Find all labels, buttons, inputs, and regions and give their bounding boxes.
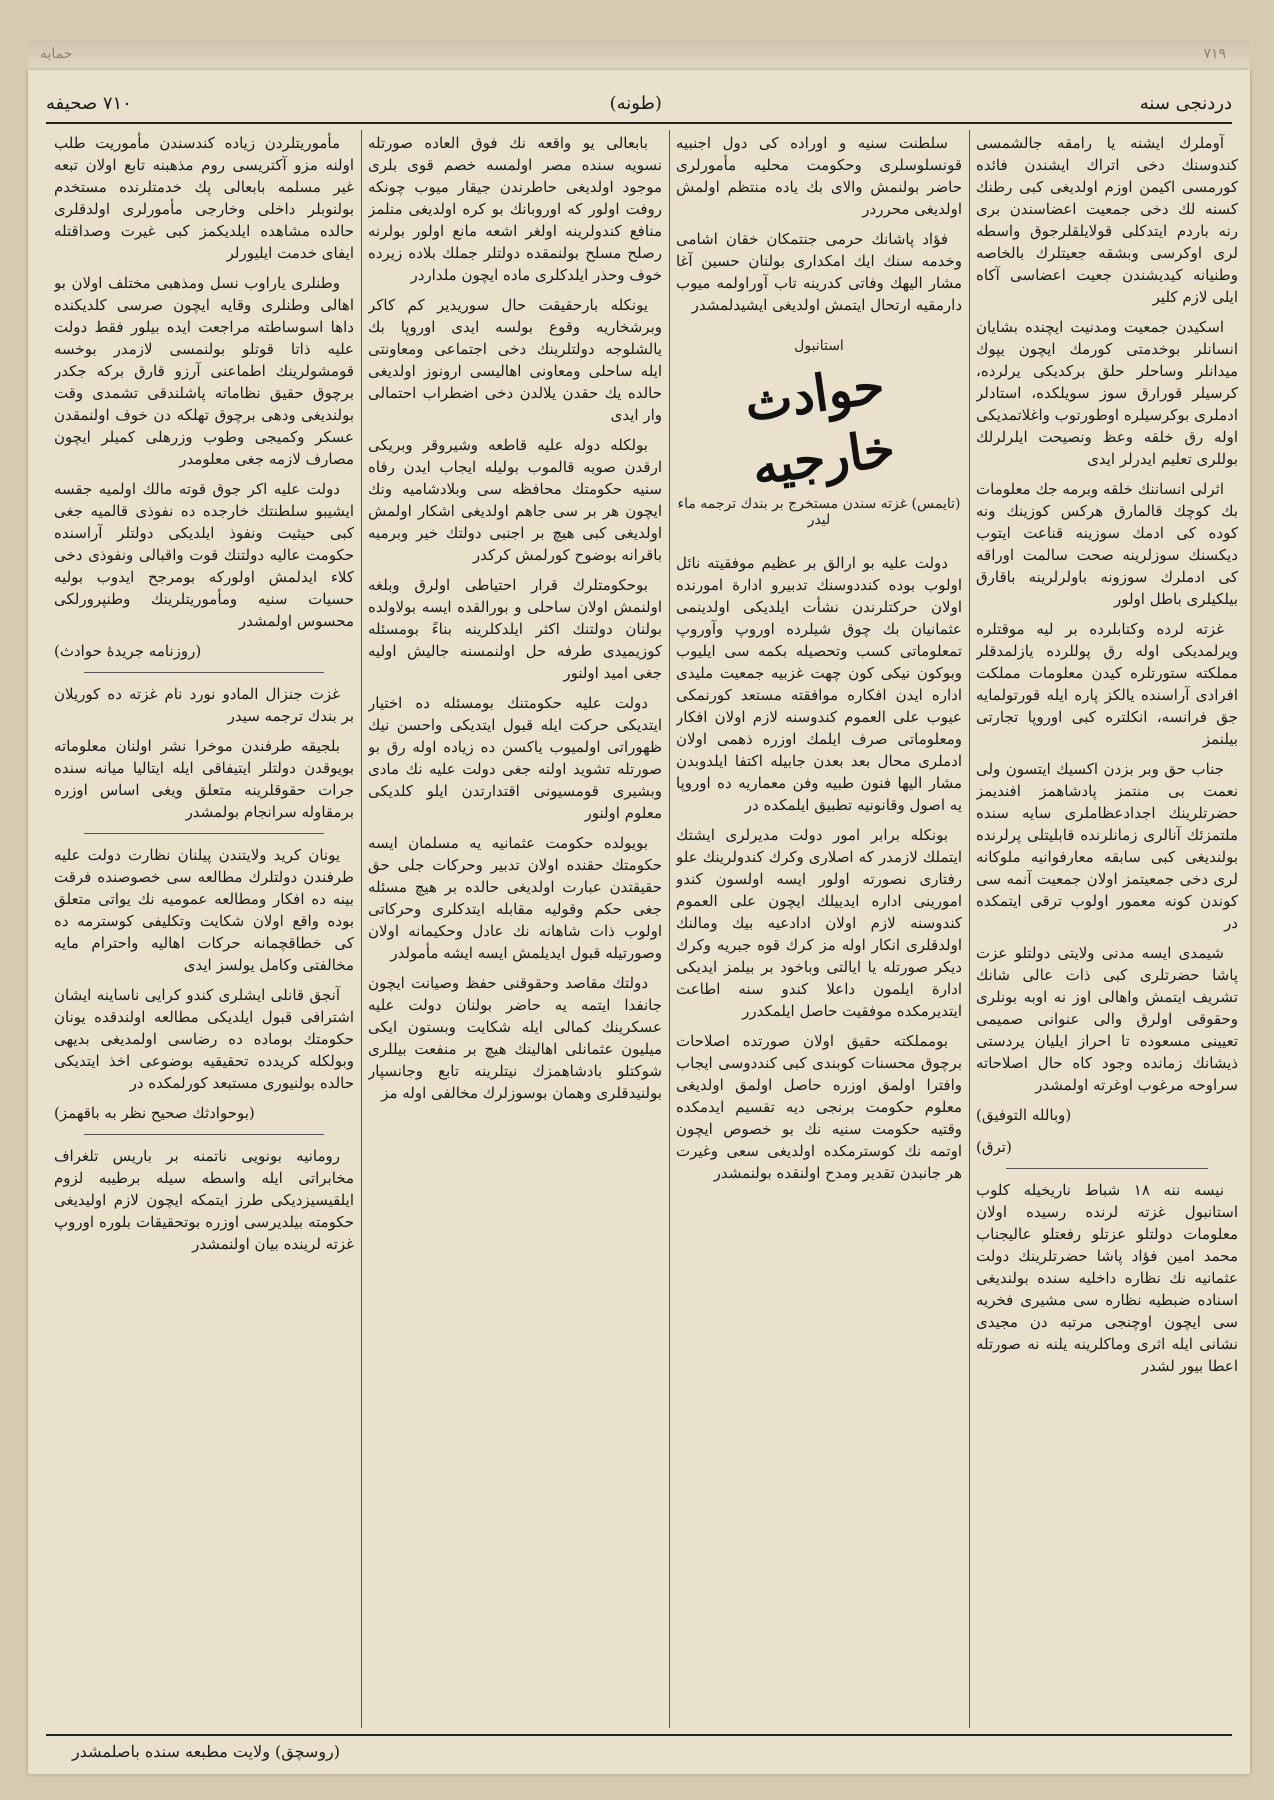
paragraph: نیسه ننه ۱۸ شباط ناریخیله کلوب استانبول غزته لرنده رسیده اولان معلومات دولتلو عزتلو رفعتلو عالیجناب محمد امین فؤاد پاشا حضرتلرینك دولت عثمانیه نك نظاره داخلیه سنده بولندیغی اسناده ضبطیه نظاره سی مشیری فخریه سی ایچون اوچنجی مرتبه دن مجیدی نشانی ایله اثری وماکلرینه یلنه نه صورتله اعطا بیور لشدر: [976, 1181, 1238, 1375]
source-note: (روزنامه جریدهٔ حوادث): [54, 642, 202, 660]
paragraph: آنجق قانلی ایشلری کندو کرایی ناساینه ایشان اشترافی قبول ایلدیکی مطالعه اولندقده یونان حکومتك بوماده ده رضاسی اولمدیغی بدیهی وبولکله کریدده تحقیقیه بوضوعی اخذ ایتدیکی حالده بولنیوری مستبعد کورلمکده در: [54, 986, 354, 1092]
paragraph: اسکیدن جمعیت ومدنیت ایچنده بشایان انسانلر بوخدمتی کورمك ایچون یپوك میدانلر وساحلر حلق برکدیکی یرلرده، کرسیلر قورارق سوز سویلکده، استادلر ادملری بوکرسیلره اوطورتوب واغلاتمدیکی اوله رق خلقه وعظ ونصیحت ایلرلرلك بوللری تعلیم ایدرلر ایدی: [976, 318, 1238, 468]
source-note: (وبالله التوفیق): [976, 1106, 1072, 1124]
header-rule: [46, 122, 1232, 124]
column-4: [54, 132, 354, 1726]
column-1: [976, 132, 1238, 1726]
previous-page-strip: [28, 40, 1250, 70]
paragraph: دولت علیه حکومتنك بومسئله ده اختیار ایتدیکی حرکت ایله قبول ایتدیکی واحسن نیك ظهوراتی اولمیوب یاکسن ده زیاده اوله رق بو صورتله تشوید اولنه جغی دولت علیه نك مادی وبشیری قومسیونی اقتدارتدن ایلو کلدیکی معلوم اولنور: [368, 694, 662, 822]
section-divider: [84, 1134, 324, 1135]
previous-page-number: ۷۱۹: [1203, 46, 1226, 62]
paragraph: مأموریتلردن زیاده کندسندن مأموریت طلب اولنه مزو آکتریسی روم مذهبنه تابع اولان تبعه غیر مسلمه بابعالی پك خدمتلرنده مستخدم بولنوبلر داخلی وخارجی مأمورلری اولدقلری حالده مشاهده ایلدیکمز کبی غیرت وصداقتله ایفای خدمت ایلیورلر: [54, 134, 354, 262]
paragraph: دولت علیه اکر جوق قوته مالك اولمیه جقسه ایشیبو سلطنتك خارجده ده نفوذی قالمیه جغی کبی حیثیت ونفوذ ایلدیکی دولتلر آراسنده حکومت عالیه دولتنك قوت واقبالی ونفوذی دخی کلاء ایدلمش اولورکه بومرجح ایدوب بولیه حسیات سنیه ومأموریتلرینك وطنپرورلکی محسوس اولمشدر: [54, 480, 354, 630]
paragraph: جناب حق وبر بزدن اکسیك ایتسون ولی نعمت بی منتمز پادشاهمز افندیمز حضرتلرینك اجدادعظاملری سایه سنده ملتمزئك آنالری زمانلرنده قابلیتلی پرلرنده بولندیغی کبی سابقه معارفوانیه ملوکانه لری دخی جمعیتمز اولان جمعیت آنمه سی کوندن کونه معمور اولوب ترقی ایتمکده در: [976, 760, 1238, 932]
paragraph: بلجیقه طرفندن موخرا نشر اولنان معلوماته بویوقدن دولتلر ایتیفاقی ایله ایتالیا میانه سنده جرات حقوقلرینه متعلق ویغی اساس اوزره برمقاوله سرانجام بولمشدر: [54, 737, 354, 821]
article-body: [676, 552, 962, 1192]
section-divider: [84, 833, 324, 834]
header-page-number: ۷۱۰ صحیفه: [46, 92, 132, 114]
printer-imprint: (روسچق) ولایت مطبعه سنده باصلمشدر: [71, 1742, 341, 1761]
paragraph: بولکله دوله علیه قاطعه وشیروقر وبریکی ارقدن صویه قالموب بولیله ایجاب ایدن رفاه سنیه حکومتك محافظه سی وبلادشامیه ونك ایچون هر بر سی جاهم اولدیغی اشکار اولمش اولدیغی کبی هیچ بر اجنبی دولتك خیر وبرمیه باقرانه بوضوح کورلمش کرکدر: [368, 436, 662, 564]
section-divider: [1006, 1168, 1208, 1169]
paragraph: یونکله بارحقیقت حال سوریدیر کم کاکر وبرشخاریه وقوع بولسه ایدی اوروپا بك یالشلوجه دولتلرینك دخی اجتماعی ومعاونتی ایله ساحلی ومعاونی اهالیسی ارونوز اولدیغی حالده یك حقدن یلالدن دخی اضطراب احتمالی وار ایدی: [368, 296, 662, 424]
column-divider: [669, 130, 670, 1728]
previous-page-label: حمایه: [40, 46, 73, 62]
masthead-subtitle: (تایمس) غزته سندن مستخرج بر بندك ترجمه ماء لیدر: [677, 496, 961, 528]
paragraph: غزته لرده وکتابلرده بر لیه موقتلره ویرلمدیکی اوله رق پوللرده یازلمدقلر مملکته ستورتلره کیدن معلومات مملکت افرادی آراسنده یالکز پاره ایله قورتولمایه جق فرانسه، انکلتره کبی اوروپا تجارتی بیلنمز: [976, 620, 1238, 748]
section-masthead: [676, 338, 962, 528]
paragraph: سلطنت سنیه و اوراده کی دول اجنبیه قونسلوسلری وحکومت محلیه مأمورلری حاضر بولنمش والای بك یاده منتظم اولمش اولدیغی محرردر: [676, 134, 962, 218]
paragraph: فؤاد پاشانك حرمی جنتمکان خقان اشامی وخدمه سنك ایك امکداری بولنان حسین آغا مشار الیهك وفاتی کدرینه تاب آوراولمه میوب دارمقیه ارتحال ایتمش اولدیغی ایشیدلمشدر: [676, 230, 962, 314]
header-title: (طونه): [609, 92, 662, 114]
paragraph: بونکله برابر امور دولت مدیرلری ایشتك ایتملك لازمدر که اصلاری وکرك کندولرینك علو رفتاری نصورته اولور ایسه اولسون کندو امورینی اداره ایدییلك ایچون علی العموم کندوسنه لازم اولان ادادعیه بیك ومالنك اولدقلری انکار اوله مز کرك قوه جبریه وکرك دیکر صورتله یا ایالتی وباخود بر بیلمز ایدیكی ادارة ایلمون داعلا کندو سنه اطاعت ایتدیرمکده موفقیت حاصل ایلمکدرر: [676, 826, 962, 1020]
masthead-title: حوادث خارجیه: [741, 354, 899, 497]
paragraph: وطنلری یاراوب نسل ومذهبی مختلف اولان بو اهالی وطنلری وقایه ایچون صرسی کلدیکنده داها اسوساطته مراجعت ایده بیلور فقط دولت علیه ذاتا قوتلو بولنمسی لازمدر بوخسه قومشولرینك اطماعنی آرزو قارق برکه جکدر برچوق حقیق نظاماته پاشلندقی تشمدی وقت بولندیغی ودهی برچوق تهلکه دن خوف اولنمقدن عسکر وکمیجی وطوب وزرهلی کمیلر ایچون مصارف لازمه جغی معلومدر: [54, 274, 354, 468]
paragraph: دولتك مقاصد وحقوقنی حفظ وصیانت ایچون جانفدا ایتمه یه حاضر بولنان دولت علیه عسکرینك کمالی ایله شکایت وبستون ایکی میلیون عثمانلی اهالینك هیچ بر منفعت بیللری شوکتلو بادشاهمزك نیتلرینه تابع وجانسپار بولنیدقلری وهمان بوسوزلرك مخالفی اوله مز: [368, 974, 662, 1102]
paragraph: بابعالی یو واقعه نك فوق العاده صورتله نسویه سنده مصر اولمسه خصم قوی بلری موجود اولدیغی حاطرندن جیقار میوب چونکه روفت اولور که اوروبانك بو کره اولدیغی منلمز منافع کندولرینه اولغر اشعه مانع اولور بولرنه رصلح مسلح بولنمقده دولتلر جملك بلاده زیرده خوف وحذر ایلدکلری ماده ایچون ملداردر: [368, 134, 662, 284]
paragraph: دولت علیه بو ارالق بر عظیم موفقیته نائل اولوب بوده کنددوسنك تدبیرو ادارة امورنده اولان حرکتلرندن نشأت ایلدیکی اولدینمی عثمانیان بك چوق شیلرده اوروپ وآوروپ تمعلوماتی کسب وتحصیله بکمه سی ایلیوب وبوکون نیکی کون چهت غزبیه جمعیت ملیدی اداره ایدن افکاره موافقته مستعد کورنمکی عیوب علی العموم کندوسنه لازم اولان افکار ومعلوماتی صرف ایلمك اوزره ذهمی اولان ادملری محال بعد بعدن جابیله اکتفا ایلدوبدن مشار الیها فنون طبیه وفن معماریه ده اوروپا یه اصول وقانونیه تطبیق ایلمکده در: [676, 554, 962, 814]
paragraph: رومانیه بونویی ناتمنه بر باریس تلغراف مخابراتی ایله واسطه سیله برطیبه لزوم ایلقیسیزدیکی طرز ایتمکه ایچون لازم اولیدیغی حکومته بیلدیرسی اوزره بوتحقیقات بلوره اوروپ غزته لرینده بیان اولنمشدر: [54, 1147, 354, 1253]
header-year: دردنجی سنه: [1139, 92, 1232, 114]
column-divider: [969, 130, 970, 1728]
masthead-city: استانبول: [794, 338, 844, 354]
paragraph: یونان کرید ولایتندن پیلنان نظارت دولت علیه طرفندن دولتلرك مطالعه سی خصوصنده فرقت بینه ده افکار ومطالعه عمومیه نك یواتی متعلق بوده واقع اولان شکایت وتکلیفی کوسترمه ده کی خطاقچمانه حرکات اهالیه واحترام مایه مخالفتی وکامل یولسز ایدی: [54, 846, 354, 974]
paragraph: اثرلی انساننك خلقه وبرمه جك معلومات بك کوچك قالمارق هرکس کوزینك ونه کوده کی ادمك سوزینه قناعت ایتوب دیکسنك سوزلرینه صحت سالمت اوراقه کی ادملرك سوزونه باولرلرینه باقارق بیلکیلری باطل اولور: [976, 480, 1238, 608]
column-divider: [361, 130, 362, 1728]
section-divider: [84, 672, 324, 673]
source-note: (بوحوادثك صحیح نظر به باقهمز): [54, 1104, 255, 1122]
page-header: [46, 88, 1232, 118]
paragraph: بوحکومتلرك قرار احتیاطی اولرق وبلغه اولنمش اولان ساحلی و بورالقده ایسه بولاولده بولنان دولتنك اکثر ایلدکلرینه بناءً بومسئله کوزیمیدی طرفه حل اولنمسنه جالیش اولیه جغی امید اولنور: [368, 576, 662, 682]
footer-rule: [46, 1734, 1232, 1736]
paragraph: آوملرك ایشنه یا رامقه جالشمسی کندوسنك دخی اتراك ایشندن فائده کورمسی اکیمن اوزم اولدیغی کبی رطنك کسنه لك دخی جمعیت اعضاسندن بری رنه باردم ایتدکلی قولایلقلرجوق واسطه لری اوکرسی وبشقه جعیتلرك بالخاصه وطنیانه کیدیشندن جعیت اعضاسی آکاه ایلی لازم کلیر: [976, 134, 1238, 306]
source-note: (ترق): [976, 1138, 1012, 1156]
column-3: [368, 132, 662, 1726]
paragraph: بومملکته حقیق اولان صورتده اصلاحات برچوق محسنات کوبندی کبی کنددوسی ایجاب وافترا اولمق اوزره حاصل اولمق اولدیغی معلوم حکومت برنجی دیه تقسیم ایدمکده وقتیه حکومت سنیه نك بو خصوص ایچون اوتمه نك کوسترمکده اولدیغی سعی وغیرت هر جانبدن تقدیر ومدح اولنقده بولنمشدر: [676, 1032, 962, 1182]
paragraph: غزت جنزال المادو نورد نام غزته ده کوریلان بر بندك ترجمه سیدر: [54, 685, 354, 725]
newspaper-page: [28, 70, 1250, 1774]
paragraph: بویولده حکومت عثمانیه یه مسلمان ایسه حکومتك حقنده اولان تدبیر وحرکات جلی حق حقیقتدن عبارت اولدیغی حالده بر هیچ مسئله جغی حکم وقولیه مقابله ایتدکلری وحرکاتی اولوب ذات شاهانه نك عادل وحکیمانه اولان وصورتیله قبول ایدیلمش ایسه ایشه مأمولدر: [368, 834, 662, 962]
paragraph: شیمدی ایسه مدنی ولایتی دولتلو عزت پاشا حضرتلری کبی ذات عالی شانك تشریف ایتمش واهالی اوز نه اوبه بونلری وحقوقی اولرق والی عنوانی صمیمی تعیینی مسعوده تا احراز ایلیان یردستی ذیشانك زمانده وجود کاه حال اصلاحاته سراوحه مرغوب اوغرته اولمشدر: [976, 944, 1238, 1094]
